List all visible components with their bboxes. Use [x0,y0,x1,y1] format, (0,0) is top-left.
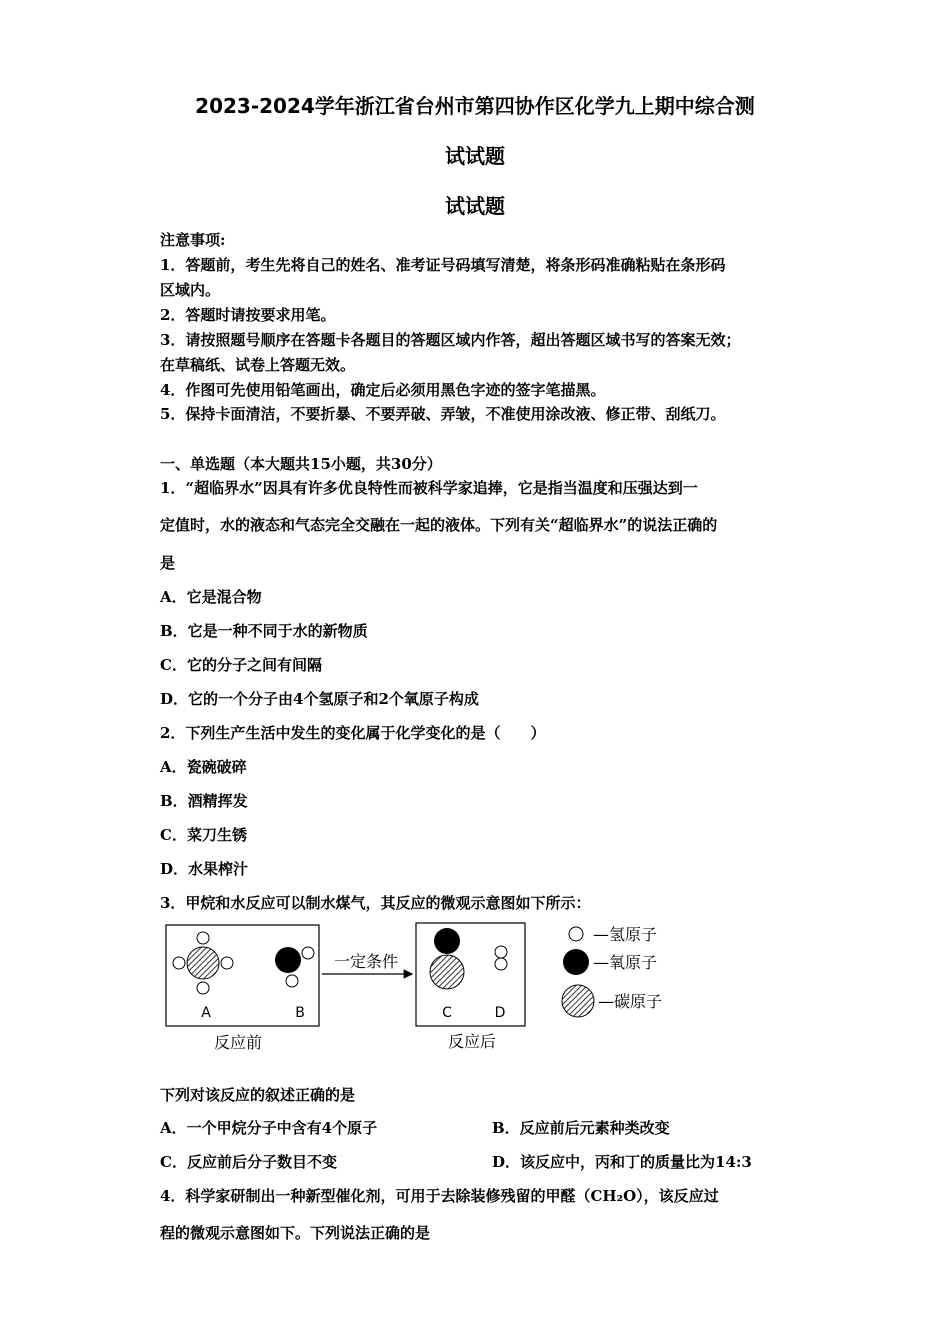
page-title-line3: 试试题 [445,194,505,218]
q1-option-d: D．它的一个分子由4个氢原子和2个氧原子构成 [160,690,479,708]
molecule-c-co [430,928,464,989]
q2-stem: 2．下列生产生活中发生的变化属于化学变化的是（ ） [160,724,546,742]
label-b: B [295,1005,305,1021]
note-line: 区域内。 [160,281,221,299]
note-line: 2．答题时请按要求用笔。 [160,306,336,324]
legend-oxygen-icon [563,949,589,975]
q1-option-b: B．它是一种不同于水的新物质 [160,622,368,640]
q1-stem: 是 [160,554,176,572]
label-a: A [201,1005,211,1021]
arrow-condition-label: 一定条件 [333,952,399,971]
q1-stem: 1．“超临界水”因具有许多优良特性而被科学家追捧，它是指当温度和压强达到一 [160,479,698,497]
note-line: 4．作图可先使用铅笔画出，确定后必须用黑色字迹的签字笔描黑。 [160,381,606,399]
q3-option-b: B．反应前后元素种类改变 [492,1119,670,1137]
q4-stem: 4．科学家研制出一种新型催化剂，可用于去除装修残留的甲醛（CH₂O），该反应过 [160,1187,719,1205]
q1-stem: 定值时，水的液态和气态完全交融在一起的液体。下列有关“超临界水”的说法正确的 [160,516,718,534]
q3-stem: 3．甲烷和水反应可以制水煤气，其反应的微观示意图如下所示： [160,894,591,912]
section-heading: 一、单选题（本大题共15小题，共30分） [160,455,442,473]
after-caption: 反应后 [447,1032,497,1051]
molecule-d-h2 [495,946,507,970]
label-c: C [442,1005,452,1021]
q1-option-a: A．它是混合物 [160,588,262,606]
q3-option-a: A．一个甲烷分子中含有4个原子 [160,1119,378,1137]
notes-heading: 注意事项: [160,231,226,249]
legend-carbon-label: —碳原子 [598,992,663,1011]
note-line: 5．保持卡面清洁，不要折暴、不要弄破、弄皱，不准使用涂改液、修正带、刮纸刀。 [160,405,726,423]
page-title: 2023-2024学年浙江省台州市第四协作区化学九上期中综合测 [195,94,755,118]
label-d: D [494,1005,506,1021]
molecule-b-water [275,947,314,987]
reaction-diagram [160,920,700,1060]
page-title-line2: 试试题 [445,144,505,168]
legend-oxygen-label: —氧原子 [593,953,658,972]
legend-hydrogen-label: —氢原子 [593,925,658,944]
q2-option-a: A．瓷碗破碎 [160,758,247,776]
legend-hydrogen-icon [569,927,583,941]
q4-stem: 程的微观示意图如下。下列说法正确的是 [160,1224,431,1242]
molecule-a-methane [173,932,233,994]
q3-option-d: D．该反应中，丙和丁的质量比为14:3 [492,1153,752,1171]
q1-option-c: C．它的分子之间有间隔 [160,656,322,674]
before-caption: 反应前 [213,1033,263,1052]
q2-option-b: B．酒精挥发 [160,792,248,810]
q3-option-c: C．反应前后分子数目不变 [160,1153,337,1171]
q3-prompt: 下列对该反应的叙述正确的是 [160,1086,356,1104]
note-line: 在草稿纸、试卷上答题无效。 [160,356,356,374]
q2-option-d: D．水果榨汁 [160,860,249,878]
note-line: 3．请按照题号顺序在答题卡各题目的答题区域内作答，超出答题区域书写的答案无效； [160,331,741,349]
q2-option-c: C．菜刀生锈 [160,826,247,844]
legend-carbon-icon [562,985,594,1017]
note-line: 1．答题前，考生先将自己的姓名、准考证号码填写清楚，将条形码准确粘贴在条形码 [160,256,726,274]
legend [562,925,662,1017]
